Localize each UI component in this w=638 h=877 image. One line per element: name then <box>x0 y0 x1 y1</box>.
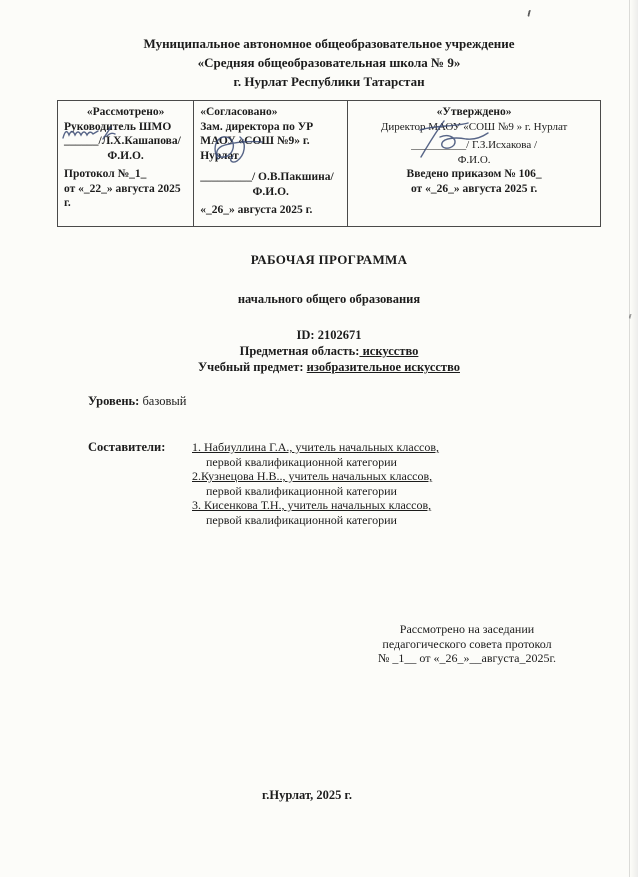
agreed-title: «Согласовано» <box>200 106 278 118</box>
agreed-org: МАОУ «СОШ №9» г. Нурлат <box>200 135 310 162</box>
scan-edge-shade <box>630 0 638 877</box>
author-item <box>192 440 439 469</box>
header-school-line: «Средняя общеобразовательная школа № 9» <box>197 55 461 70</box>
agreed-fio-label: Ф.И.О. <box>252 185 289 198</box>
approved-signature-line: __________/ Г.З.Исхакова / <box>411 139 538 151</box>
council-note-line: № _1__ от «_26_»__августа_2025г. <box>377 651 557 665</box>
agreed-date: «_26_» августа 2025 г. <box>200 204 313 216</box>
author-name: 2.Кузнецова Н.В.., учитель начальных классов, <box>192 469 433 483</box>
agreed-cell <box>194 101 348 227</box>
subject-value: изобразительное искусство <box>306 360 460 374</box>
level-label: Уровень: <box>88 394 140 408</box>
authors-label: Составители: <box>88 440 166 454</box>
reviewed-cell <box>58 101 194 227</box>
agreed-role: Зам. директора по УР <box>200 120 314 133</box>
subject-area-label: Предметная область: <box>239 344 360 358</box>
subject-line <box>58 360 600 375</box>
program-id: ID: 2102671 <box>296 328 362 342</box>
reviewed-role: Руководитель ШМО <box>64 120 172 133</box>
authors-block <box>88 440 598 527</box>
author-qualification: первой квалификационной категории <box>206 483 397 498</box>
subject-area-line <box>58 344 600 359</box>
reviewed-signature-line: ______/Л.Х.Кашапова/ <box>64 135 181 147</box>
scan-artifact-mark <box>527 10 533 18</box>
author-qualification: первой квалификационной категории <box>206 454 397 469</box>
program-title: РАБОЧАЯ ПРОГРАММА <box>250 252 408 267</box>
author-name: 3. Кисенкова Т.Н., учитель начальных классов, <box>192 498 432 512</box>
subject-label: Учебный предмет: <box>198 360 307 374</box>
agreed-signature-line: _________/ О.В.Пакшина/ <box>200 171 334 183</box>
place-and-year: г.Нурлат, 2025 г. <box>262 788 352 802</box>
reviewed-date: от «_22_» августа 2025 г. <box>64 182 181 209</box>
approved-cell <box>348 101 601 227</box>
approved-fio-label: Ф.И.О. <box>457 153 491 166</box>
author-item <box>192 469 439 498</box>
reviewed-fio-label: Ф.И.О. <box>107 149 144 162</box>
approved-order: Введено приказом № 106_ <box>406 168 542 180</box>
authors-list <box>192 440 439 527</box>
approved-date: от «_26_» августа 2025 г. <box>410 182 538 195</box>
document-footer <box>0 788 614 803</box>
program-subtitle: начального общего образования <box>237 292 421 306</box>
author-item <box>192 498 439 527</box>
approval-table <box>57 100 601 227</box>
level-block <box>88 394 186 409</box>
level-value: базовый <box>139 394 187 408</box>
document-header <box>58 34 600 91</box>
header-institution-line: Муниципальное автономное общеобразовательное учреждение <box>143 36 515 51</box>
reviewed-protocol: Протокол №_1_ <box>64 168 147 180</box>
reviewed-title: «Рассмотрено» <box>86 106 165 118</box>
header-city-line: г. Нурлат Республики Татарстан <box>233 74 425 89</box>
author-name: 1. Набиуллина Г.А., учитель начальных классов, <box>192 440 440 454</box>
subject-area-value: искусство <box>359 344 419 358</box>
approved-role: Директор МАОУ «СОШ №9 » г. Нурлат <box>380 120 568 133</box>
council-note-line: Рассмотрено на заседании <box>399 622 535 636</box>
council-note-line: педагогического совета протокол <box>382 636 552 651</box>
approved-title: «Утверждено» <box>436 106 512 118</box>
council-note <box>332 622 602 666</box>
title-block <box>58 252 600 375</box>
approval-row <box>58 101 601 227</box>
author-qualification: первой квалификационной категории <box>206 512 397 527</box>
